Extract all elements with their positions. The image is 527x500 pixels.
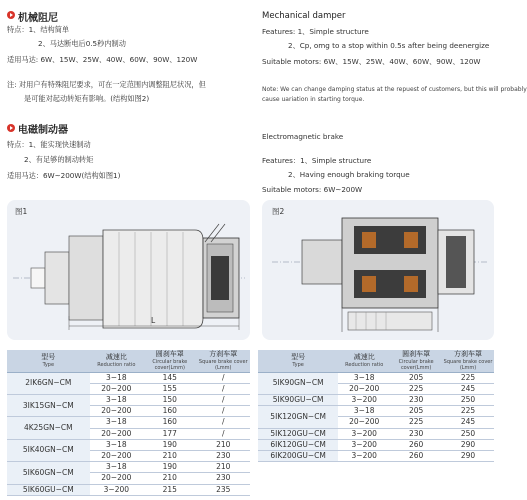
circular-cell: 160 — [143, 417, 196, 428]
square-cell: / — [197, 428, 250, 439]
model-cell: 6IK200GU−CM — [258, 450, 338, 461]
ratio-cell: 3−18 — [338, 406, 390, 417]
table-row — [258, 394, 494, 405]
ratio-cell: 20−200 — [90, 406, 143, 417]
square-cell: / — [197, 417, 250, 428]
brake-feature1-en: Features：1、Simple structure — [262, 156, 372, 165]
brake-title-cn: 电磁制动器 — [18, 125, 68, 136]
ratio-cell: 3−18 — [90, 372, 143, 383]
model-cell: 5IK120GN−CM — [258, 406, 338, 428]
circular-cell: 205 — [390, 372, 442, 383]
header-ratio: 减速比 Reduction ratio — [90, 350, 143, 372]
square-cell: / — [197, 372, 250, 383]
ratio-cell: 3−200 — [338, 450, 390, 461]
header-circular: 圆刹车罩 Circular brake cover(Lmm) — [390, 350, 442, 372]
square-cell: 225 — [442, 406, 494, 417]
model-cell: 5IK60GU−CM — [7, 484, 90, 495]
damper-suitable-cn: 适用马达: 6W、15W、25W、40W、60W、90W、120W — [7, 55, 198, 64]
square-cell: 230 — [197, 450, 250, 461]
model-cell: 4K25GN−CM — [7, 417, 90, 439]
damper-feature2-cn: 2、马达断电后0.5秒内制动 — [38, 39, 126, 48]
header-model: 型号 Type — [7, 350, 90, 372]
brake-suitable-cn: 适用马达：6W~200W(结构如图1) — [7, 171, 121, 180]
model-cell: 2IK6GN−CM — [7, 372, 90, 394]
header-ratio: 减速比 Reduction ratio — [338, 350, 390, 372]
damper-title-en: Mechanical damper — [262, 11, 346, 21]
damper-title-cn: 机械阻尼 — [18, 13, 58, 24]
square-cell: 290 — [442, 439, 494, 450]
ratio-cell: 20−200 — [90, 450, 143, 461]
circular-cell: 225 — [390, 417, 442, 428]
ratio-cell: 20−200 — [90, 473, 143, 484]
circular-cell: 260 — [390, 439, 442, 450]
circular-cell: 215 — [143, 484, 196, 495]
ratio-cell: 3−200 — [338, 394, 390, 405]
header-square: 方刹车罩 Square brake cover (Lmm) — [197, 350, 250, 372]
circular-cell: 190 — [143, 462, 196, 473]
table-row — [258, 406, 494, 417]
square-cell: / — [197, 394, 250, 405]
damper-feature1-cn: 特点：1、结构简单 — [7, 25, 70, 34]
square-cell: 250 — [442, 394, 494, 405]
spec-table-right — [258, 350, 494, 462]
square-cell: 290 — [442, 450, 494, 461]
circular-cell: 225 — [390, 383, 442, 394]
circular-cell: 150 — [143, 394, 196, 405]
ratio-cell: 3−18 — [90, 462, 143, 473]
brake-feature1-cn: 特点：1、能实现快速制动 — [7, 140, 91, 149]
table-row — [7, 372, 250, 383]
square-cell: 245 — [442, 383, 494, 394]
damper-note2-cn: 是可能对起动转矩有影响。(结构如图2) — [24, 94, 150, 103]
header-square: 方刹车罩 Square brake cover (Lmm) — [443, 350, 493, 371]
circular-cell: 177 — [143, 428, 196, 439]
model-cell: 5IK60GN−CM — [7, 462, 90, 484]
dimension-l-label: L — [151, 316, 156, 325]
figure-2-label: 图2 — [272, 207, 285, 216]
square-cell: 210 — [197, 439, 250, 450]
table-row — [7, 417, 250, 428]
square-cell: / — [197, 406, 250, 417]
model-cell: 5IK120GU−CM — [258, 428, 338, 439]
header-model: 型号 Type — [258, 350, 338, 372]
damper-suitable-en: Suitable motors: 6W、15W、25W、40W、60W、90W、120W — [262, 57, 481, 66]
model-cell: 6IK120GU−CM — [258, 439, 338, 450]
ratio-cell: 3−18 — [90, 439, 143, 450]
figure-2-panel — [262, 200, 494, 340]
circular-cell: 210 — [143, 473, 196, 484]
damper-cutaway-drawing — [262, 200, 494, 340]
figure-1-label: 图1 — [15, 207, 28, 216]
square-cell: 245 — [442, 417, 494, 428]
table-row — [7, 462, 250, 473]
model-cell: 5IK90GU−CM — [258, 394, 338, 405]
square-cell: 210 — [197, 462, 250, 473]
table-row — [258, 372, 494, 383]
table-row — [258, 439, 494, 450]
red-arrow-bullet-icon — [7, 11, 15, 19]
damper-note1-en: Note: We can change damping status at the repuest of customers, but this will probably — [262, 86, 527, 93]
ratio-cell: 3−18 — [338, 372, 390, 383]
brake-motor-drawing — [7, 200, 250, 340]
square-cell: 230 — [197, 473, 250, 484]
circular-cell: 190 — [143, 439, 196, 450]
ratio-cell: 20−200 — [90, 383, 143, 394]
header-circular: 圆刹车罩 Circular brake cover(Lmm) — [143, 350, 196, 372]
model-cell: 5IK40GN−CM — [7, 439, 90, 461]
circular-cell: 155 — [143, 383, 196, 394]
ratio-cell: 3−200 — [338, 428, 390, 439]
red-arrow-bullet-icon — [7, 124, 15, 132]
brake-suitable-en: Suitable motors: 6W~200W — [262, 185, 363, 194]
circular-cell: 160 — [143, 406, 196, 417]
ratio-cell: 20−200 — [90, 428, 143, 439]
model-cell: 5IK90GN−CM — [258, 372, 338, 394]
circular-cell: 230 — [390, 428, 442, 439]
circular-cell: 210 — [143, 450, 196, 461]
damper-feature2-en: 2、Cp, omg to a stop within 0.5s after being deenergize — [288, 41, 490, 50]
damper-note1-cn: 注: 对用户有特殊阻尼要求，可在一定范围内调整阻尼状况，但 — [7, 80, 206, 89]
circular-cell: 205 — [390, 406, 442, 417]
circular-cell: 230 — [390, 394, 442, 405]
ratio-cell: 3−200 — [338, 439, 390, 450]
brake-title-en: Electromagnetic brake — [262, 132, 344, 141]
table-row — [258, 428, 494, 439]
spec-table-left — [7, 350, 250, 496]
square-cell: 225 — [442, 372, 494, 383]
circular-cell: 145 — [143, 372, 196, 383]
table-row — [7, 484, 250, 495]
ratio-cell: 3−18 — [90, 417, 143, 428]
table-row — [7, 439, 250, 450]
square-cell: / — [197, 383, 250, 394]
model-cell: 3IK15GN−CM — [7, 394, 90, 416]
ratio-cell: 3−200 — [90, 484, 143, 495]
square-cell: 250 — [442, 428, 494, 439]
figure-1-panel — [7, 200, 250, 340]
ratio-cell: 20−200 — [338, 417, 390, 428]
table-row — [258, 450, 494, 461]
table-row — [7, 394, 250, 405]
ratio-cell: 3−18 — [90, 394, 143, 405]
ratio-cell: 20−200 — [338, 383, 390, 394]
brake-feature2-en: 2、Having enough braking torque — [288, 170, 410, 179]
damper-note2-en: cause uariation in starting torque. — [262, 96, 365, 103]
square-cell: 235 — [197, 484, 250, 495]
brake-feature2-cn: 2、有足够的制动转矩 — [24, 155, 94, 164]
circular-cell: 260 — [390, 450, 442, 461]
damper-feature1-en: Features: 1、Simple structure — [262, 27, 369, 36]
